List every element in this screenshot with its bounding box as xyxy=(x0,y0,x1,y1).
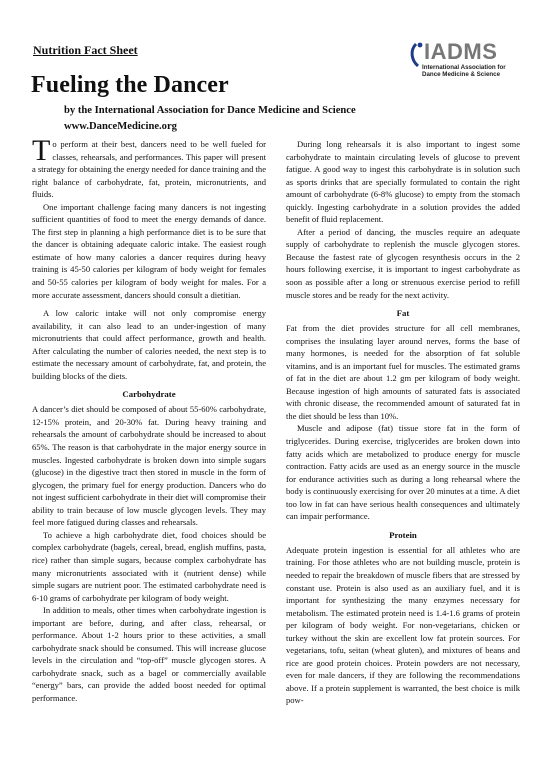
paragraph: After a period of dancing, the muscles require an adequate supply of carbohydrate to replenish the muscle glycogen stores. Because the fastest rate of glycogen resynthesis occurs in the 2 hours following exercise, it is important to ingest carbohydrate as soon as possible after a long or strenuous exercise period to refill muscle stores and be ready for the next activity. xyxy=(286,226,520,300)
paragraph: One important challenge facing many dancers is not ingesting sufficient quantities of food to meet the energy demands of dance. The first step in planning a high performance diet is to be sure that the dancer is obtaining adequate caloric intake. The easiest rough estimate of how many calories a dancer requires during heavy training is 45-50 calories per kilogram of body weight for females and 50-55 calories per kilogram of body weight for males. For a more accurate assessment, dancers should consult a dietitian. xyxy=(32,201,266,300)
sheet-kicker: Nutrition Fact Sheet xyxy=(33,43,138,57)
right-column xyxy=(286,138,520,707)
logo-acronym: IADMS xyxy=(424,39,498,64)
byline-organization: by the International Association for Dance Medicine and Science xyxy=(64,105,356,116)
paragraph: During long rehearsals it is also important to ingest some carbohydrate to maintain circulating levels of glucose to prevent fatigue. A good way to ingest this carbohydrate is in solution such as sports drinks that are specially formulated to contain the right amount of carbohydrate (6-8% glucose) to empty from the stomach quickly. Ingesting carbohydrate in a solution provides the added benefit of fluid replacement. xyxy=(286,139,520,225)
intro-paragraph: To perform at their best, dancers need to be well fueled for classes, rehearsals, and performances. This paper will present a strategy for obtaining the energy needed for dance training and the right balance of carbohydrate, fat, protein, micronutrients, and fluids. xyxy=(32,134,266,200)
paragraph: Adequate protein ingestion is essential for all athletes who are training. For those athletes who are not building muscle, protein is needed to repair the breakdown of muscle fibers that are stressed by constant use. Protein is also used as an auxiliary fuel, and it is important for synthesizing the many enzymes necessary for metabolism. The estimated protein need is 1.4-1.6 grams of protein per kilogram of body weight. For non-vegetarians, chicken or turkey without the skin are excellent low fat protein sources. For vegetarians, tofu, seitan (wheat gluten), and mixtures of beans and rice are good protein choices. Protein powders are not necessary, even for male dancers, if they are following the recommendations above. If a protein supplement is warranted, the best choice is milk pow- xyxy=(286,544,520,706)
paragraph: A dancer’s diet should be composed of about 55-60% carbohydrate, 12-15% protein, and 20-30% fat. During heavy training and rehearsals the amount of carbohydrate should be increased to about 65%. The reason is that carbohydrate in the major energy source in muscles. Ingested carbohydrate is broken down into simple sugars (glucose) in the digestive tract then stored in muscle in the form of glycogen, the primary fuel for energy production. Dancers who do not ingest sufficient carbohydrate in their diet will compromise their ability to train because of low muscle glycogen levels. They may feel more fatigued during classes and rehearsals. xyxy=(32,404,266,528)
paragraph: Muscle and adipose (fat) tissue store fat in the form of triglycerides. During exercise, triglycerides are broken down into fatty acids which are metabolized to produce energy for muscle contraction. Fatty acids are used as an energy source in the muscle for endurance activities such as during a long rehearsal where the body is continuously exercising for over 20 minutes at a time. A diet too low in fat can have serious health consequences and ultimately can impair performance. xyxy=(286,423,520,522)
drop-cap: T xyxy=(32,134,51,167)
iadms-logo xyxy=(408,40,520,80)
section-heading-carbohydrate: Carbohydrate xyxy=(122,389,176,400)
section-heading-protein: Protein xyxy=(389,529,417,540)
paragraph: To achieve a high carbohydrate diet, food choices should be complex carbohydrate (bagels, cereal, bread, english muffins, pasta, rice) rather than simple sugars, because complex carbohydrate has many micronutrients associated with it (nutrient dense) while simple sugars are nutrient poor. The estimated carbohydrate need is 6-10 grams of carbohydrate per kilogram of body weight. xyxy=(32,529,266,603)
byline-website: www.DanceMedicine.org xyxy=(64,121,177,132)
paragraph: Fat from the diet provides structure for all cell membranes, comprises the insulating layer around nerves, forms the base of many hormones, is needed for the absorption of fat soluble vitamins, and is an important fuel for muscles. The estimated grams of fat in the diet are about 1.2 gm per kilogram of body weight. Because ingestion of high amounts of saturated fats is associated with chronic disease, the recommended amount of saturated fat in the diet should be less than 10%. xyxy=(286,323,520,421)
logo-fullname: International Association for Dance Medicine & Science xyxy=(422,64,506,78)
paragraph: In addition to meals, other times when carbohydrate ingestion is important are before, during, and after class, rehearsal, or performance. About 1-2 hours prior to these activities, a small carbohydrate snack should be consumed. This will increase glucose levels in the circulation and “top-off” muscle glycogen stores. A carbohydrate snack, such as a bagel or commercially available “energy” bars, can provide the added boost needed for optimal performance. xyxy=(32,605,266,703)
paragraph: A low caloric intake will not only compromise energy availability, it can also lead to an under-ingestion of many micronutrients that could affect performance, growth and health. After calculating the number of calories needed, the next step is to estimate the necessary amount of carbohydrate, fat, and protein, the building blocks of the diets. xyxy=(32,308,266,381)
section-heading-fat: Fat xyxy=(396,308,410,319)
left-column xyxy=(32,134,266,705)
page-title: Fueling the Dancer xyxy=(31,72,229,98)
byline xyxy=(64,103,356,135)
